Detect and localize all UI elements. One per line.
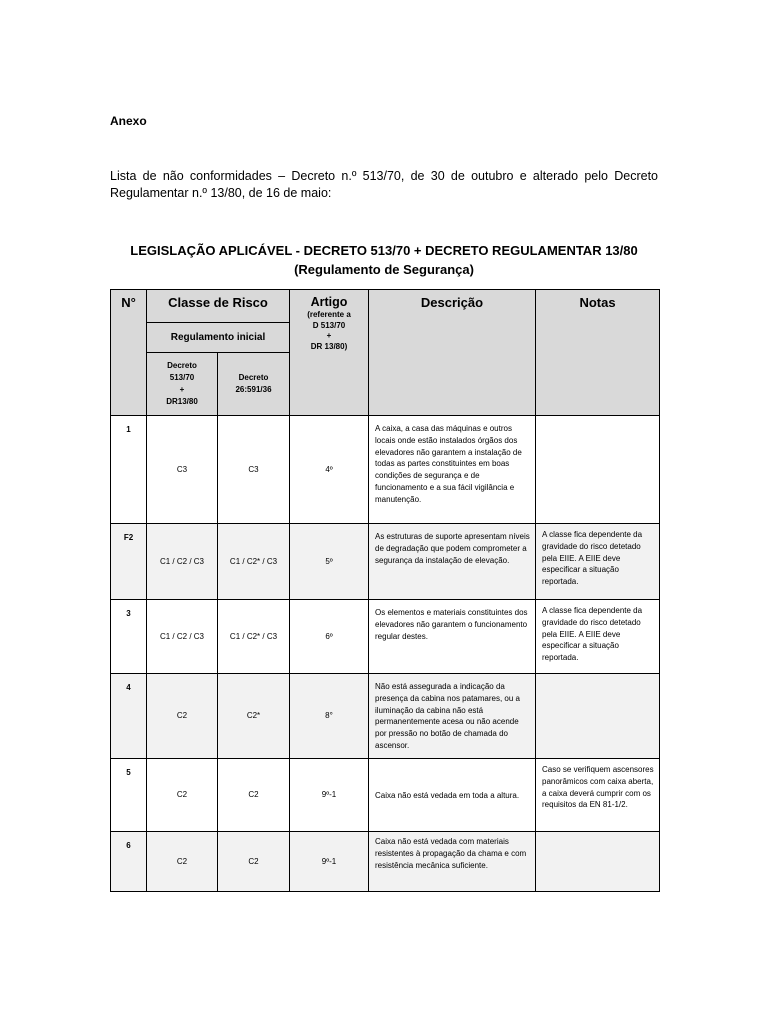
header-decree-26591-36: [218, 353, 290, 416]
row-notes: [536, 832, 660, 892]
header-decree-513-70: [147, 353, 218, 416]
intro-paragraph: Lista de não conformidades – Decreto n.º 513/70, de 30 de outubro e alterado pelo Decreto Regulamentar n.º 13/80, de 16 de maio:: [110, 169, 658, 200]
legislation-heading-line1: LEGISLAÇÃO APLICÁVEL - DECRETO 513/70 + DECRETO REGULAMENTAR 13/80: [130, 243, 638, 258]
row-class-decree-26591: C1 / C2* / C3: [218, 524, 290, 600]
header-risk-class: Classe de Risco: [147, 290, 290, 323]
row-number: F2: [111, 524, 147, 600]
table-row: [111, 674, 660, 759]
decree-a-line: 513/70: [169, 373, 195, 382]
row-class-decree-513: C1 / C2 / C3: [147, 600, 218, 674]
row-number: 4: [111, 674, 147, 759]
table-row: [111, 600, 660, 674]
row-class-decree-26591: C2: [218, 832, 290, 892]
decree-a-line: +: [179, 385, 185, 394]
row-class-decree-513: C2: [147, 674, 218, 759]
row-description: As estruturas de suporte apresentam níveis de degradação que podem comprometer a segurança da instalação de elevação.: [369, 524, 536, 600]
row-class-decree-26591: C1 / C2* / C3: [218, 600, 290, 674]
annex-title: Anexo: [110, 114, 147, 128]
row-number: 5: [111, 759, 147, 832]
header-number: N°: [111, 290, 147, 416]
table-body: [111, 416, 660, 892]
row-number: 1: [111, 416, 147, 524]
row-notes: A classe fica dependente da gravidade do risco detetado pela EIIE. A EIIE deve especificar a situação reportada.: [536, 600, 660, 674]
header-initial-regulation: Regulamento inicial: [147, 323, 290, 353]
row-article: 8°: [290, 674, 369, 759]
header-notes: Notas: [536, 290, 660, 416]
row-class-decree-513: C3: [147, 416, 218, 524]
row-article: 6º: [290, 600, 369, 674]
row-notes: [536, 674, 660, 759]
header-article-subtitle: [290, 310, 368, 352]
decree-b-line: 26:591/36: [235, 385, 272, 394]
row-class-decree-513: C2: [147, 832, 218, 892]
row-description: Os elementos e materiais constituintes dos elevadores não garantem o funcionamento regular destes.: [369, 600, 536, 674]
article-sub-line: DR 13/80): [310, 341, 348, 351]
header-article-title: Artigo: [310, 295, 348, 309]
table-row: [111, 832, 660, 892]
table-row: [111, 759, 660, 832]
row-description: Caixa não está vedada com materiais resistentes à propagação da chama e com resistência mecânica suficiente.: [369, 832, 536, 892]
header-article: [290, 290, 369, 416]
row-notes: [536, 416, 660, 524]
article-sub-line: (referente a: [307, 310, 351, 319]
header-description: Descrição: [369, 290, 536, 416]
decree-b-line: Decreto: [238, 373, 269, 382]
row-class-decree-513: C2: [147, 759, 218, 832]
row-class-decree-513: C1 / C2 / C3: [147, 524, 218, 600]
row-notes: A classe fica dependente da gravidade do risco detetado pela EIIE. A EIIE deve especificar a situação reportada.: [536, 524, 660, 600]
legislation-heading: [110, 241, 658, 279]
row-number: 6: [111, 832, 147, 892]
row-article: 9º-1: [290, 759, 369, 832]
row-description: Caixa não está vedada em toda a altura.: [369, 759, 536, 832]
decree-a-line: DR13/80: [166, 397, 198, 406]
row-article: 5º: [290, 524, 369, 600]
row-class-decree-26591: C2: [218, 759, 290, 832]
row-description: A caixa, a casa das máquinas e outros locais onde estão instalados órgãos dos elevadores não garantem a instalação de todas as partes constituintes em boas condições de segurança e de funcionamento e a sua fácil vigilância e manutenção.: [369, 416, 536, 524]
row-number: 3: [111, 600, 147, 674]
row-class-decree-26591: C2*: [218, 674, 290, 759]
decree-a-line: Decreto: [167, 361, 197, 370]
row-article: 9º-1: [290, 832, 369, 892]
row-notes: Caso se verifiquem ascensores panorâmicos com caixa aberta, a caixa deverá cumprir com os requisitos da EN 81-1/2.: [536, 759, 660, 832]
table-row: [111, 416, 660, 524]
row-class-decree-26591: C3: [218, 416, 290, 524]
row-description: Não está assegurada a indicação da presença da cabina nos patamares, ou a iluminação da cabina não está permanentemente acesa ou não acende por pressão no botão de chamada do ascensor.: [369, 674, 536, 759]
legislation-heading-line2: (Regulamento de Segurança): [294, 262, 474, 277]
row-article: 4º: [290, 416, 369, 524]
nonconformity-table: [110, 289, 660, 892]
article-sub-line: D 513/70: [312, 320, 346, 330]
table-row: [111, 524, 660, 600]
article-sub-line: +: [326, 331, 332, 340]
table-header: [111, 290, 660, 416]
